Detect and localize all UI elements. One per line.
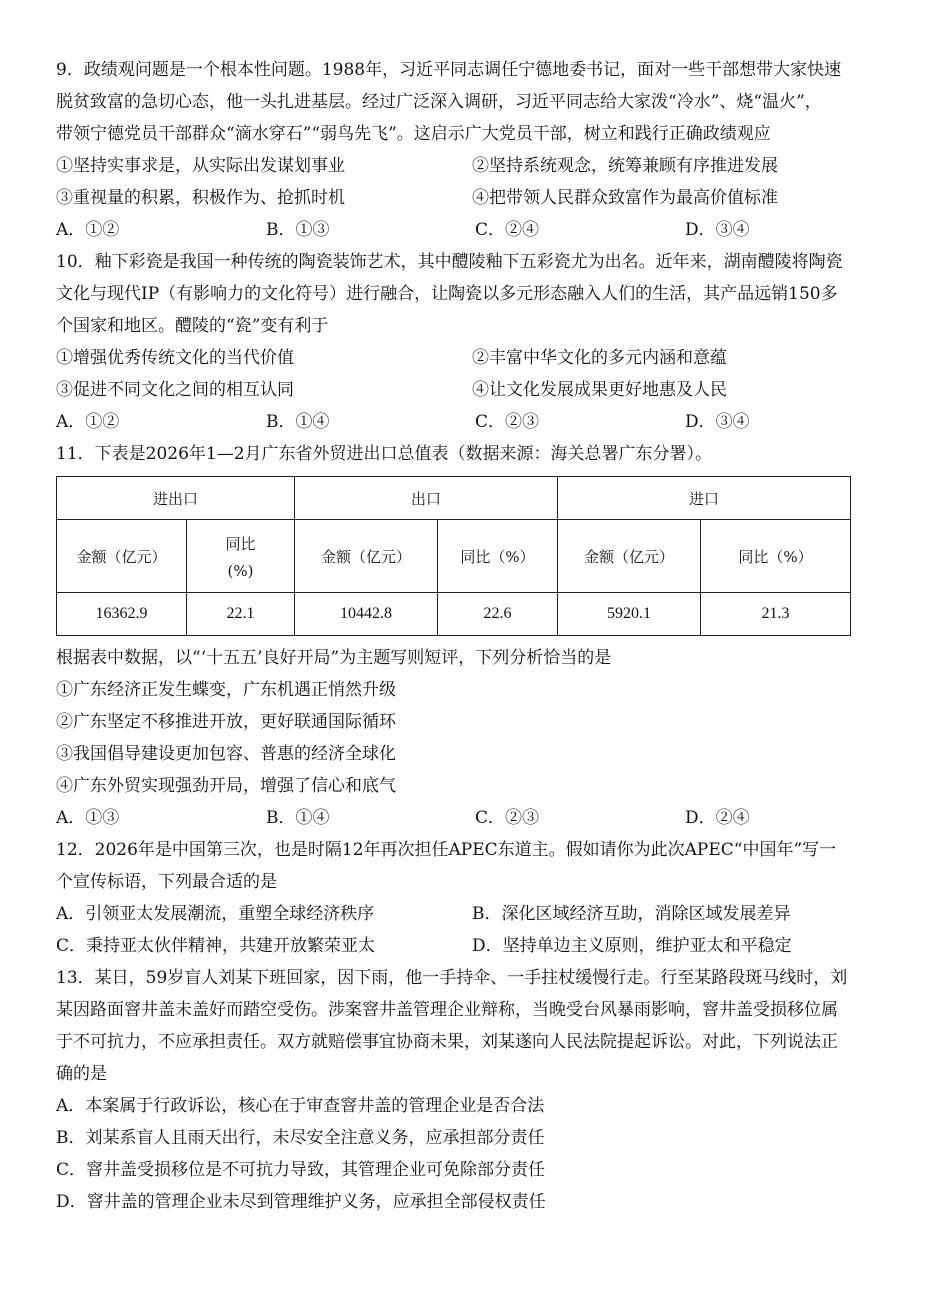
choice-c: C．②③ <box>475 412 540 432</box>
question-10-option: ③促进不同文化之间的相互认同 <box>56 380 294 400</box>
question-13 <box>56 962 896 1218</box>
table-subheader-yoy: 同比（%） <box>701 520 851 593</box>
question-11-option: ②广东坚定不移推进开放，更好联通国际循环 <box>56 712 396 732</box>
choice-d: D．②④ <box>685 808 750 828</box>
table-row <box>57 593 851 636</box>
question-9-stem-line: 脱贫致富的急切心态，他一头扎进基层。经过广泛深入调研，习近平同志给大家泼“冷水”、烧“温火”， <box>56 92 822 112</box>
question-12-option-a: A．引领亚太发展潮流，重塑全球经济秩序 <box>56 904 375 924</box>
exam-page <box>56 54 896 1218</box>
table-subheader-amount: 金额（亿元） <box>57 520 187 593</box>
question-13-option-a: A．本案属于行政诉讼，核心在于审查窨井盖的管理企业是否合法 <box>56 1096 545 1116</box>
question-12-options-row <box>56 930 896 962</box>
question-11-option: ①广东经济正发生蝶变，广东机遇正悄然升级 <box>56 680 396 700</box>
question-13-stem-line: 于不可抗力，不应承担责任。双方就赔偿事宜协商未果，刘某遂向人民法院提起诉讼。对此，下列说法正 <box>56 1032 838 1052</box>
question-10-options-row <box>56 374 896 406</box>
question-9-stem-line: 带领宁德党员干部群众“滴水穿石”“弱鸟先飞”。这启示广大党员干部，树立和践行正确政绩观应 <box>56 124 771 144</box>
table-subheader-yoy-unit: (%) <box>227 561 254 580</box>
question-9-option: ①坚持实事求是，从实际出发谋划事业 <box>56 156 345 176</box>
question-12-stem-line: 12．2026年是中国第三次，也是时隔12年再次担任APEC东道主。假如请你为此次APEC“中国年”写一 <box>56 840 837 860</box>
table-cell: 16362.9 <box>57 593 187 636</box>
choice-b: B．①④ <box>266 808 330 828</box>
question-9-option: ④把带领人民群众致富作为最高价值标准 <box>472 188 778 208</box>
trade-table <box>56 476 851 636</box>
question-11-prompt: 根据表中数据，以“‘十五五’良好开局”为主题写则短评，下列分析恰当的是 <box>56 648 612 668</box>
question-10-option: ②丰富中华文化的多元内涵和意蕴 <box>472 348 727 368</box>
question-9-option: ③重视量的积累，积极作为、抢抓时机 <box>56 188 345 208</box>
choice-a: A．①② <box>56 412 120 432</box>
choice-c: C．②③ <box>475 808 540 828</box>
question-10-stem-line: 文化与现代IP（有影响力的文化符号）进行融合，让陶瓷以多元形态融入人们的生活，其产品远销150多 <box>56 284 838 304</box>
question-11-intro: 11．下表是2026年1—2月广东省外贸进出口总值表（数据来源：海关总署广东分署）。 <box>56 444 713 464</box>
question-12-option-d: D．坚持单边主义原则，维护亚太和平稳定 <box>472 936 792 956</box>
question-9-option: ②坚持系统观念，统筹兼顾有序推进发展 <box>472 156 778 176</box>
choice-c: C．②④ <box>475 220 540 240</box>
question-12-option-c: C．秉持亚太伙伴精神，共建开放繁荣亚太 <box>56 936 376 956</box>
question-11-choices <box>56 802 896 834</box>
question-10-options-row <box>56 342 896 374</box>
question-11-option: ③我国倡导建设更加包容、普惠的经济全球化 <box>56 744 396 764</box>
question-12 <box>56 834 896 962</box>
question-13-option-d: D．窨井盖的管理企业未尽到管理维护义务，应承担全部侵权责任 <box>56 1192 546 1212</box>
table-subheader-yoy-label: 同比 <box>225 534 256 553</box>
table-cell: 5920.1 <box>558 593 701 636</box>
question-10 <box>56 246 896 438</box>
question-11-option: ④广东外贸实现强劲开局，增强了信心和底气 <box>56 776 396 796</box>
question-10-choices <box>56 406 896 438</box>
question-13-stem-line: 13．某日，59岁盲人刘某下班回家，因下雨，他一手持伞、一手拄杖缓慢行走。行至某路段斑马线时，刘 <box>56 968 848 988</box>
table-cell: 10442.8 <box>295 593 438 636</box>
question-9 <box>56 54 896 246</box>
table-subheader-amount: 金额（亿元） <box>295 520 438 593</box>
table-cell: 21.3 <box>701 593 851 636</box>
question-13-option-b: B．刘某系盲人且雨天出行，未尽安全注意义务，应承担部分责任 <box>56 1128 545 1148</box>
choice-a: A．①③ <box>56 808 120 828</box>
question-11 <box>56 438 896 834</box>
table-cell: 22.1 <box>187 593 295 636</box>
question-9-choices <box>56 214 896 246</box>
question-9-stem-line: 9．政绩观问题是一个根本性问题。1988年，习近平同志调任宁德地委书记，面对一些干部想带大家快速 <box>56 60 842 80</box>
question-10-option: ④让文化发展成果更好地惠及人民 <box>472 380 727 400</box>
question-9-options-row <box>56 150 896 182</box>
table-header-export: 出口 <box>295 477 558 520</box>
question-13-stem-line: 某因路面窨井盖未盖好而踏空受伤。涉案窨井盖管理企业辩称，当晚受台风暴雨影响，窨井盖受损移位属 <box>56 1000 838 1020</box>
question-13-stem-line: 确的是 <box>56 1064 107 1084</box>
question-9-options-row <box>56 182 896 214</box>
question-10-option: ①增强优秀传统文化的当代价值 <box>56 348 294 368</box>
question-10-stem-line: 个国家和地区。醴陵的“瓷”变有利于 <box>56 316 329 336</box>
table-subheader-yoy <box>187 520 295 593</box>
question-13-option-c: C．窨井盖受损移位是不可抗力导致，其管理企业可免除部分责任 <box>56 1160 546 1180</box>
table-header-import-export: 进出口 <box>57 477 295 520</box>
question-12-option-b: B．深化区域经济互助，消除区域发展差异 <box>472 904 791 924</box>
choice-b: B．①④ <box>266 412 330 432</box>
choice-b: B．①③ <box>266 220 330 240</box>
choice-d: D．③④ <box>685 220 750 240</box>
table-subheader-amount: 金额（亿元） <box>558 520 701 593</box>
table-cell: 22.6 <box>438 593 558 636</box>
table-subheader-yoy: 同比（%） <box>438 520 558 593</box>
question-10-stem-line: 10．釉下彩瓷是我国一种传统的陶瓷装饰艺术，其中醴陵釉下五彩瓷尤为出名。近年来，湖南醴陵将陶瓷 <box>56 252 843 272</box>
question-12-stem-line: 个宣传标语，下列最合适的是 <box>56 872 277 892</box>
table-header-import: 进口 <box>558 477 851 520</box>
choice-d: D．③④ <box>685 412 750 432</box>
choice-a: A．①② <box>56 220 120 240</box>
question-12-options-row <box>56 898 896 930</box>
